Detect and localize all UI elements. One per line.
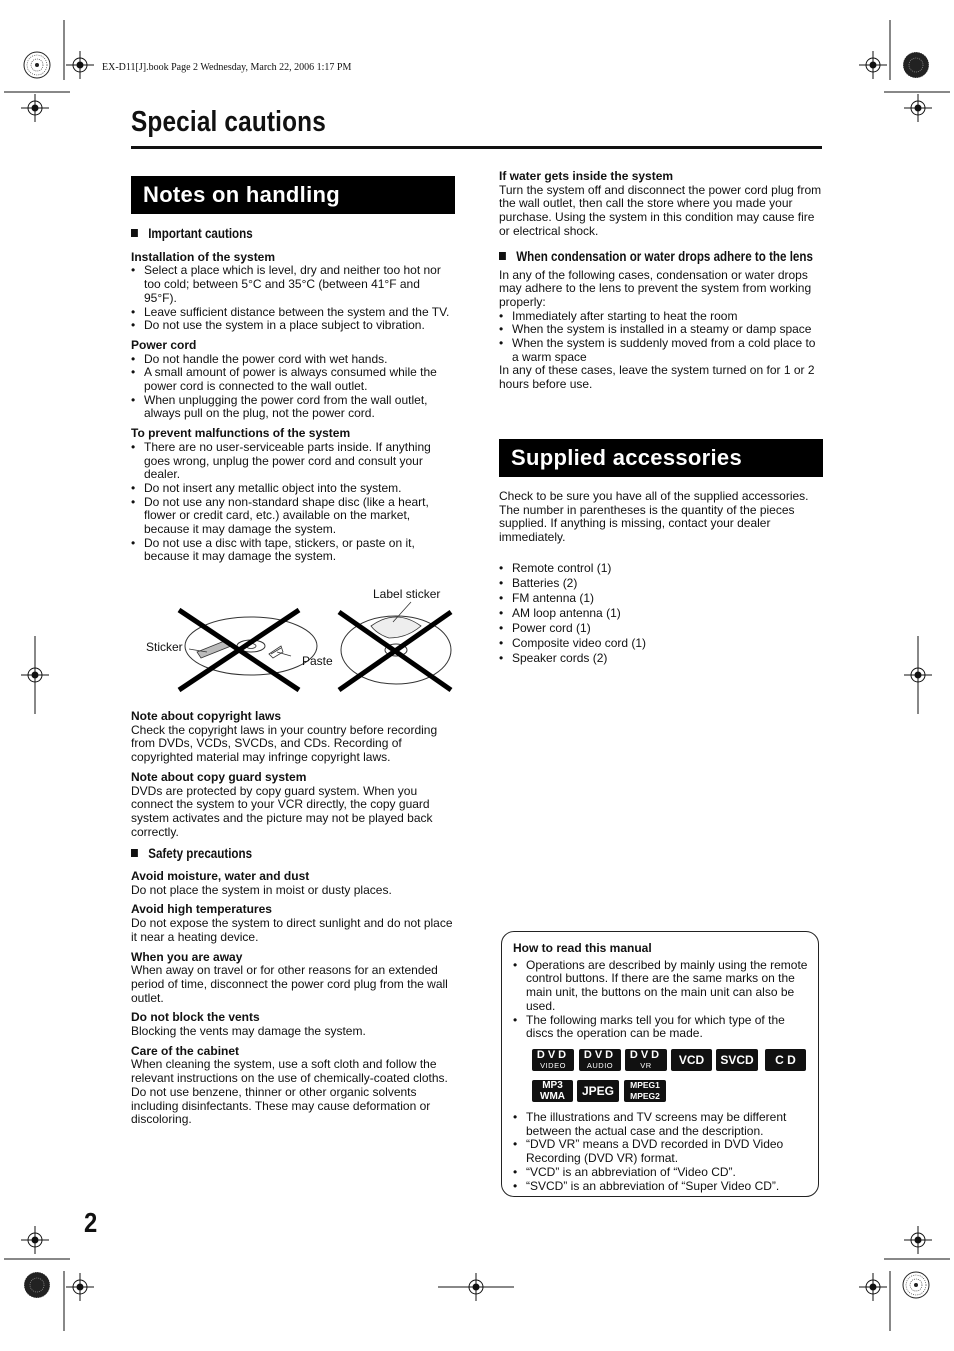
title-rule [131,146,822,149]
list-item: • FM antenna (1) [499,591,823,606]
accessories-quantity-text: The number in parentheses is the quantity of the pieces supplied. If anything is missing, contact your dealer immediately. [499,502,795,545]
mp3-wma-badge: MP3 WMA [532,1080,573,1102]
water-text: Turn the system off and disconnect the power cord plug from the wall outlet, then call the store where you made your purchase. Using the system in this condition may cause fire or electrical shock. [499,182,822,238]
right-column-top [499,170,823,392]
malfunction-list [131,441,456,564]
accessories-section [499,490,823,666]
notes-on-handling-banner: Notes on handling [131,176,455,214]
how-to-read-list-top [513,959,811,1041]
jpeg-badge: JPEG [577,1080,619,1102]
list-item: • Composite video cord (1) [499,636,823,651]
list-item: • “VCD” is an abbreviation of “Video CD”. [513,1166,811,1180]
file-meta-line: EX-D11[J].book Page 2 Wednesday, March 22, 2006 1:17 PM [102,62,352,73]
list-item: • Do not handle the power cord with wet hands. [131,353,456,367]
installation-title: Installation of the system [131,249,276,264]
vcd-badge: VCD [671,1049,712,1071]
list-item: • Power cord (1) [499,621,823,636]
how-to-read-title: How to read this manual [513,941,652,955]
condensation-heading: When condensation or water drops adhere to the lens [499,248,837,265]
list-item: • Do not insert any metallic object into the system. [131,482,456,496]
copyright-title: Note about copyright laws [131,709,282,723]
list-item: • Immediately after starting to heat the room [499,310,823,324]
list-item: • Select a place which is level, dry and neither too hot nor too cold; between 5°C and 35°C (between 41°F and 95°F). [131,264,456,305]
list-item: • When the system is suddenly moved from a cold place to a warm space [499,337,823,364]
paste-label: Paste [302,654,333,668]
list-item: • Batteries (2) [499,576,823,591]
list-item: • When the system is installed in a steamy or damp space [499,323,823,337]
list-item: • Do not use the system in a place subject to vibration. [131,319,456,333]
copyright-text: Check the copyright laws in your country before recording from DVDs, VCDs, SVCDs, and CDs. Recording of copyrighted material may infringe copyright laws. [131,722,438,765]
condensation-outro: In any of these cases, leave the system turned on for 1 or 2 hours before use. [499,363,815,392]
safety-block-title: Do not block the vents [131,1010,260,1025]
safety-block-text: Do not expose the system to direct sunlight and do not place it near a heating device. [131,916,453,944]
power-cord-title: Power cord [131,337,197,352]
page-title: Special cautions [131,106,326,138]
installation-list [131,264,456,333]
safety-precautions-heading: Safety precautions [131,847,411,861]
how-to-read-bottom [513,1111,811,1193]
page-number: 2 [84,1207,98,1238]
list-item: • “DVD VR” means a DVD recorded in DVD Video Recording (DVD VR) format. [513,1138,811,1165]
list-item: • Remote control (1) [499,561,823,576]
malfunction-title: To prevent malfunctions of the system [131,426,351,441]
list-item: • When unplugging the power cord from the wall outlet, always pull on the plug, not the power cord. [131,394,456,421]
label-sticker-label: Label sticker [373,587,441,601]
dvd-vr-badge: DVD VR [625,1049,667,1071]
safety-block-title: Avoid high temperatures [131,902,272,917]
list-item: • The following marks tell you for which type of the discs the operation can be made. [513,1014,811,1041]
mpeg-badge: MPEG1 MPEG2 [624,1080,666,1102]
list-item: • A small amount of power is always consumed while the power cord is connected to the wall outlet. [131,366,456,393]
safety-block-text: Blocking the vents may damage the system. [131,1024,366,1039]
list-item: • Do not use any non-standard shape disc (like a heart, flower or credit card, etc.) available on the market, because it may damage the system. [131,496,456,537]
safety-block-title: Avoid moisture, water and dust [131,869,310,884]
sticker-label: Sticker [146,640,183,654]
list-item: • “SVCD” is an abbreviation of “Super Video CD”. [513,1180,811,1194]
copyguard-title: Note about copy guard system [131,769,307,784]
list-item: • The illustrations and TV screens may be different between the actual case and the description. [513,1111,811,1138]
dvd-audio-badge: DVD AUDIO [579,1049,621,1071]
safety-block-title: When you are away [131,949,243,964]
water-title: If water gets inside the system [499,169,674,183]
safety-block-text: Do not place the system in moist or dusty places. [131,882,392,897]
supplied-accessories-banner: Supplied accessories [499,439,823,477]
left-column-bottom [131,710,456,1127]
safety-block-title: Care of the cabinet [131,1043,240,1058]
disc-with-sticker-icon [179,610,317,690]
safety-block-text: When cleaning the system, use a soft cloth and follow the relevant instructions on the use of chemically-coated cloths. Do not use benzene, thinner or other organic solvents including disinfectants. These may cause deformation or discoloring. [131,1057,448,1127]
list-item: • Speaker cords (2) [499,651,823,666]
list-item: • AM loop antenna (1) [499,606,823,621]
left-column-top [131,227,456,564]
svcd-badge: SVCD [716,1049,758,1071]
accessories-check-text: Check to be sure you have all of the supplied accessories. [499,489,809,503]
how-to-read-list-bottom [513,1111,811,1193]
copyguard-text: DVDs are protected by copy guard system. When you connect the system to your VCR directly, the copy guard system activates and the picture may not be played back correctly. [131,783,433,839]
disc-with-label-icon [339,602,451,690]
dvd-video-badge: DVD VIDEO [532,1049,574,1071]
how-to-read-content [513,942,811,1041]
list-item: • There are no user-serviceable parts inside. If anything goes wrong, unplug the power cord and consult your dealer. [131,441,456,482]
condensation-intro: In any of the following cases, condensation or water drops may adhere to the lens to prevent the system from working properly: [499,267,812,309]
cd-badge: C D [765,1049,806,1071]
accessories-list [499,561,823,667]
power-cord-list [131,353,456,422]
disc-warning-illustration [131,582,456,697]
list-item: • Operations are described by mainly using the remote control buttons. If there are the same marks on the main unit, the buttons on the main unit can also be used. [513,959,811,1014]
safety-block-text: When away on travel or for other reasons for an extended period of time, disconnect the power cord plug from the wall outlet. [131,963,448,1005]
list-item: • Leave sufficient distance between the system and the TV. [131,306,456,320]
condensation-list [499,310,823,365]
important-cautions-heading: Important cautions [131,227,411,241]
list-item: • Do not use a disc with tape, stickers, or paste on it, because it may damage the system. [131,537,456,564]
